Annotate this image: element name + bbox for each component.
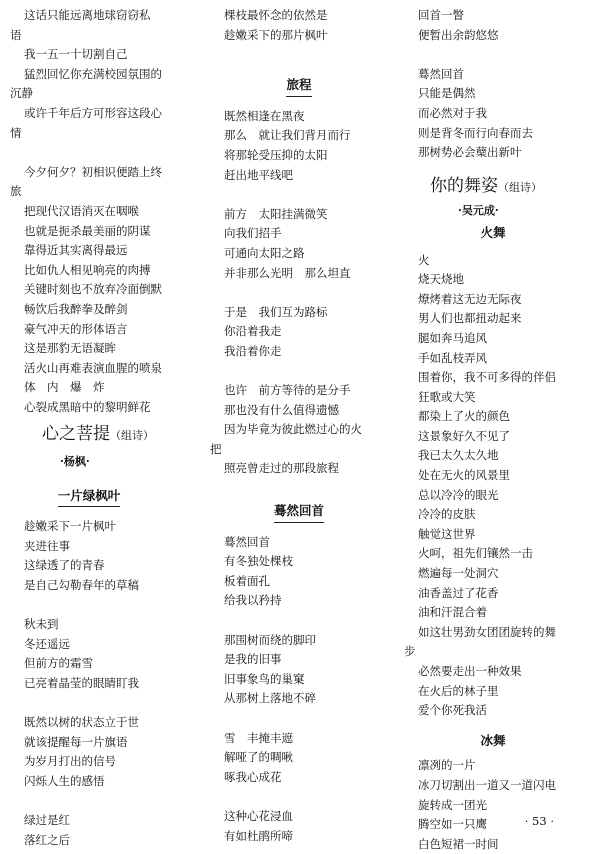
- stanza-gap: [224, 709, 406, 729]
- text-line: 这绿透了的青春: [24, 558, 105, 573]
- text-line: 解哑了的啁啾: [224, 750, 293, 765]
- poem1-stanza-1: [24, 517, 204, 595]
- group-title-text: 心之菩提: [42, 424, 110, 445]
- text-line: 而必然对于我: [418, 105, 487, 120]
- text-line: 今夕何夕？初相识便踏上终: [24, 164, 162, 179]
- text-line: 手如乱枝弄风: [418, 350, 487, 365]
- text-line: 男人们也都扭动起来: [418, 311, 522, 326]
- text-line: 这景象好久不见了: [418, 428, 510, 443]
- text-line: 落红之后: [24, 832, 70, 847]
- text-line: 蓦然回首: [224, 534, 270, 549]
- text-line: 你沿着我走: [224, 324, 282, 339]
- text-line: 从那树上落地不碎: [224, 691, 316, 706]
- stanza-gap: [224, 787, 406, 807]
- text-line: 触觉这世界: [418, 526, 476, 541]
- author-name: ·吴元成·: [458, 204, 499, 218]
- text-line: 但前方的霜雪: [24, 656, 93, 671]
- text-line: 前方 太阳挂满微笑: [224, 206, 328, 221]
- text-line: 把现代汉语消灭在咽喉: [24, 203, 139, 218]
- text-line: 雪 丰掩丰遮: [224, 730, 293, 745]
- poem3-stanza-1: [224, 533, 406, 611]
- poem1-stanza-2: [24, 615, 204, 693]
- text-line: 总以冷冷的眼光: [418, 487, 499, 502]
- text-line: 体 内 爆 炸: [24, 380, 105, 395]
- stanza-gap: [418, 45, 594, 65]
- text-line: 是我的旧事: [224, 652, 282, 667]
- column-right: [404, 6, 594, 854]
- text-line: 旋转成一团光: [418, 797, 487, 812]
- text-line: 燃遍每一处洞穴: [418, 566, 499, 581]
- stanza-gap: [224, 362, 406, 382]
- poem0-stanza-b: [10, 163, 204, 418]
- poem-title: 蓦然回首: [274, 501, 324, 523]
- text-line: 燎烤着这无边无际夜: [418, 291, 522, 306]
- text-line: 如这壮男劲女团团旋转的舞: [418, 624, 556, 639]
- text-line: 就该提醒每一片旗语: [24, 734, 128, 749]
- text-line: 闪烁人生的感悟: [24, 773, 105, 788]
- text-line: 凛冽的一片: [418, 758, 476, 773]
- stanza-gap: [224, 611, 406, 631]
- poem1-stanza-4: [24, 811, 204, 850]
- text-line: 语: [10, 27, 22, 42]
- poem3-stanza-3: [224, 729, 406, 788]
- text-line: 绿过是红: [24, 813, 70, 828]
- poem3-stanza-2: [224, 631, 406, 709]
- column-left: [10, 6, 204, 850]
- text-line: 靠得近其实离得最远: [24, 243, 128, 258]
- column-middle: [210, 6, 406, 846]
- text-line: 腾空如一只鹰: [418, 817, 487, 832]
- text-line: 必然要走出一种效果: [418, 664, 522, 678]
- text-line: 那树势必会蘖出新叶: [418, 145, 522, 160]
- text-line: 猛烈回忆你充满校园氛围的: [24, 66, 162, 81]
- text-line: 有冬独处棵枝: [224, 554, 293, 569]
- poem-title: 旅程: [286, 75, 311, 97]
- text-line: 既然以树的状态立于世: [24, 715, 139, 730]
- text-line: 在火后的林子里: [418, 683, 499, 698]
- poem5-body: [418, 756, 594, 854]
- text-line: 关键时刻也不放弃冷面倒默: [24, 282, 162, 297]
- text-line: 冷冷的皮肤: [418, 507, 476, 522]
- text-line: 活火山再难表演血腥的喷泉: [24, 360, 162, 375]
- text-line: 我沿着你走: [224, 343, 282, 358]
- text-line: 这话只能远离地球窃窃私: [24, 8, 151, 22]
- text-line: 比如仇人相见响亮的肉搏: [24, 262, 151, 277]
- poem3-continued: [418, 6, 594, 45]
- text-line: 把: [210, 441, 222, 456]
- text-line: 趁嫩采下的那片枫叶: [224, 27, 328, 42]
- text-line: 趁嫩采下一片枫叶: [24, 519, 116, 534]
- poem2-stanza-3: [224, 303, 406, 362]
- text-line: 冬还遥远: [24, 636, 70, 651]
- text-line: 爱个你死我活: [418, 703, 487, 718]
- text-line: 蓦然回首: [418, 66, 464, 81]
- text-line: 则是背冬而行向春而去: [418, 125, 533, 140]
- poem1-stanza-3: [24, 713, 204, 791]
- text-line: 烧天烧地: [418, 272, 464, 287]
- stanza-gap: [224, 185, 406, 205]
- text-line: 情: [10, 125, 22, 140]
- text-line: 狂歌或大笑: [418, 389, 476, 404]
- text-line: 这种心花浸血: [224, 808, 293, 823]
- text-line: 有如杜鹃所啼: [224, 828, 293, 843]
- text-line: 是自己勾勒春年的草稿: [24, 578, 139, 593]
- text-line: 赶出地平线吧: [224, 167, 293, 182]
- text-line: 处在无火的风景里: [418, 468, 510, 483]
- text-line: 也许 前方等待的是分手: [224, 383, 351, 398]
- text-line: 也就是扼杀最美丽的阴谋: [24, 223, 151, 238]
- stanza-gap: [24, 143, 204, 163]
- poem-title-wrap: [224, 493, 374, 533]
- text-line: 并非那么光明 那么坦直: [224, 265, 351, 280]
- text-line: 腿如奔马追风: [418, 330, 487, 345]
- text-line: 只能是偶然: [418, 86, 476, 101]
- poem4-body: [404, 251, 594, 721]
- poem-title-wrap: [24, 478, 154, 518]
- text-line: 心裂成黑暗中的黎明鲜花: [24, 399, 151, 414]
- poem2-stanza-4: [210, 381, 406, 479]
- author-name: ·杨枫·: [60, 455, 90, 469]
- stanza-gap: [24, 596, 204, 616]
- poem-title: 火舞: [480, 224, 506, 240]
- text-line: 便暂出余韵悠悠: [418, 27, 499, 42]
- poem-title: 一片绿枫叶: [58, 486, 121, 508]
- text-line: 油香盖过了花香: [418, 585, 499, 600]
- text-line: 既然相逢在黑夜: [224, 108, 305, 123]
- text-line: 白色短裙一时间: [418, 836, 499, 851]
- poem2-stanza-1: [224, 107, 406, 185]
- group-title-sub: （组诗）: [110, 429, 154, 443]
- text-line: 向我们招手: [224, 226, 282, 241]
- text-line: 沉静: [10, 86, 33, 101]
- poem1-continued: [224, 6, 406, 45]
- poem3-stanza-5: [418, 65, 594, 163]
- text-line: 照亮曾走过的那段旅程: [224, 461, 339, 476]
- poem-title: 冰舞: [480, 732, 506, 748]
- text-line: 火: [418, 252, 430, 267]
- text-line: 给我以矜持: [224, 593, 282, 608]
- text-line: 火呵，祖先们镶然一击: [418, 546, 533, 561]
- text-line: 这是那豹无语凝眸: [24, 341, 116, 356]
- text-line: 豪气冲天的形体语言: [24, 321, 128, 336]
- text-line: 已亮着晶莹的眼睛盯我: [24, 676, 139, 690]
- poem-title-wrap: [418, 725, 568, 757]
- text-line: 夹进往事: [24, 538, 70, 553]
- poem-title-wrap: [418, 221, 568, 251]
- group-title-sub: （组诗）: [498, 180, 542, 194]
- text-line: 那也没有什么值得遗憾: [224, 402, 339, 417]
- poem0-stanza-a: [10, 6, 204, 143]
- group-title-text: 你的舞姿: [430, 175, 498, 196]
- text-line: 旧事象鸟的巢窠: [224, 671, 305, 686]
- poem-title-wrap: [224, 67, 374, 107]
- text-line: 那么 就让我们背月而行: [224, 128, 351, 143]
- text-line: 那围树而绕的脚印: [224, 632, 316, 647]
- poem2-stanza-2: [224, 205, 406, 283]
- text-line: 油和汗混合着: [418, 605, 487, 620]
- text-line: 板着面孔: [224, 573, 270, 588]
- text-line: 我已太久太久地: [418, 448, 499, 463]
- group-title: [42, 425, 204, 446]
- text-line: 回首一瞥: [418, 8, 464, 22]
- text-line: 为岁月打出的信号: [24, 754, 116, 769]
- text-line: 我一五一十切割自己: [24, 47, 128, 62]
- text-line: 可通向太阳之路: [224, 245, 305, 260]
- text-line: 秋未到: [24, 617, 59, 632]
- text-line: 或许千年后方可形容这段心: [24, 105, 162, 120]
- text-line: 将那轮受压抑的太阳: [224, 147, 328, 162]
- text-line: 旅: [10, 184, 22, 199]
- group-title: [430, 177, 594, 198]
- text-line: 因为毕竟为彼此燃过心的火: [224, 422, 362, 437]
- text-line: 步: [404, 644, 416, 659]
- text-line: 都染上了火的颜色: [418, 409, 510, 424]
- text-line: 冰刀切割出一道又一道闪电: [418, 777, 556, 792]
- stanza-gap: [24, 694, 204, 714]
- poem3-stanza-4: [224, 807, 406, 846]
- text-line: 围着你，我不可多得的伴侣: [418, 370, 556, 385]
- page-number: · 53 ·: [524, 814, 554, 828]
- text-line: 啄我心成花: [224, 769, 282, 784]
- text-line: 棵枝最怀念的依然是: [224, 8, 328, 22]
- text-line: 畅饮后我醉拳及醉剑: [24, 301, 128, 316]
- text-line: 于是 我们互为路标: [224, 304, 328, 319]
- stanza-gap: [24, 792, 204, 812]
- stanza-gap: [224, 283, 406, 303]
